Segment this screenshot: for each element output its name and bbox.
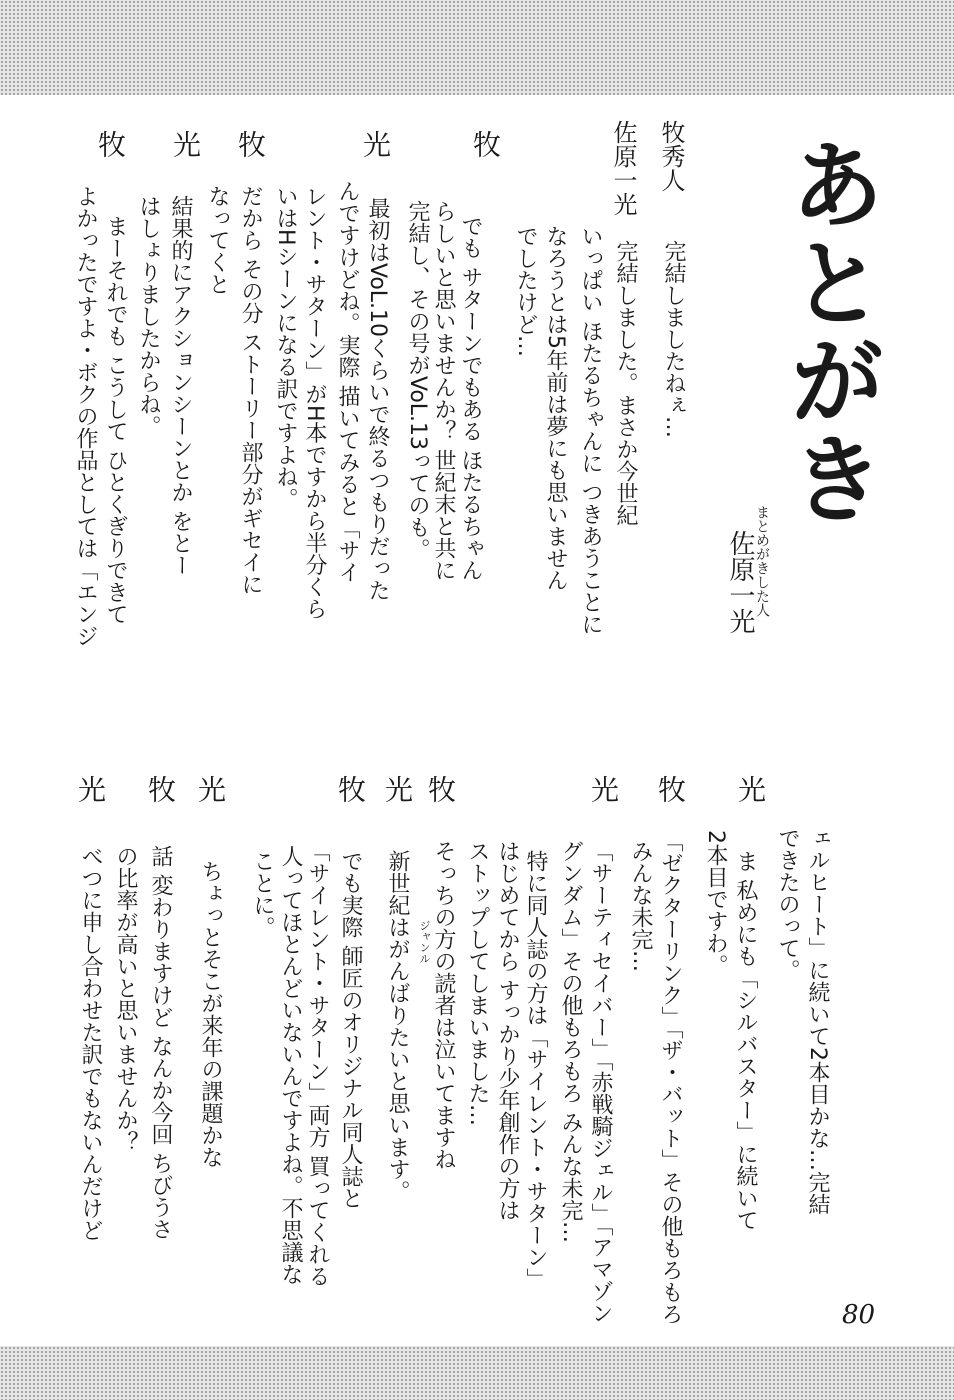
dialogue-line: なってくと bbox=[205, 185, 230, 295]
speaker-name: 牧秀人 bbox=[657, 120, 685, 192]
speaker-name: 牧 bbox=[654, 775, 687, 803]
dialogue-line: んですけどね。実際 描いてみると「サイ bbox=[335, 180, 360, 583]
dialogue-line: 2本目ですわ。 bbox=[703, 830, 728, 976]
speaker-name: 光 bbox=[359, 130, 392, 158]
dialogue-line: だから その分 ストーリー部分がギセイに bbox=[238, 185, 263, 595]
dialogue-line: 「サイレント・サターン」両方 買ってくれる bbox=[305, 840, 330, 1287]
dialogue-line: でしたけど… bbox=[513, 225, 538, 357]
dialogue-line: ま 私めにも「シルバスター」に続いて bbox=[733, 850, 758, 1231]
dialogue-line: レント・サターン」がH本ですから半分くら bbox=[302, 185, 327, 620]
byline-name: 佐原一光 bbox=[725, 530, 755, 634]
ruby-annotation: ジャンル bbox=[418, 920, 431, 964]
dialogue-line: 「サーティセイバー」「赤戦騎ジェル」「アマゾン bbox=[588, 840, 613, 1324]
speaker-name: 光 bbox=[381, 775, 414, 803]
dialogue-line: 結果的にアクションシーンとか をとー bbox=[168, 195, 193, 576]
dialogue-line: 話 変わりますけど なんか今回 ちびうさ bbox=[148, 845, 173, 1240]
dialogue-line: 新世紀はがんばりたいと思います。 bbox=[385, 850, 410, 1202]
dialogue-line: ェルヒート」に続いて2本目かな…完結 bbox=[805, 827, 830, 1215]
speaker-name: 光 bbox=[194, 775, 227, 803]
dialogue-line: 完結しました。まさか今世紀 bbox=[613, 240, 638, 526]
page-number: 80 bbox=[842, 1300, 876, 1330]
speaker-name: 光 bbox=[74, 775, 107, 803]
dialogue-line: みんな未完… bbox=[628, 840, 653, 972]
dialogue-line: はしょりましたからね。 bbox=[136, 195, 161, 437]
dialogue-line: 人ってほとんどいないんですよね。不思議な bbox=[278, 845, 303, 1285]
dialogue-line: そっちの方の読者は泣いてますね bbox=[431, 840, 456, 1170]
dialogue-line: らしいと思いませんか？ 世紀末と共に bbox=[431, 200, 456, 581]
speaker-name: 光 bbox=[587, 775, 620, 803]
dialogue-line: 完結し、その号がVoL.13ってのも。 bbox=[405, 200, 430, 561]
dialogue-line: はじめてから すっかり少年創作の方は bbox=[495, 840, 520, 1221]
dialogue-line: ことに。 bbox=[250, 850, 275, 938]
dialogue-line: 完結しましたねぇ… bbox=[661, 240, 686, 438]
speaker-name: 牧 bbox=[144, 775, 177, 803]
speaker-name: 牧 bbox=[424, 775, 457, 803]
dialogue-line: でも実際 師匠のオリジナル同人誌と bbox=[338, 850, 363, 1209]
speaker-name: 牧 bbox=[234, 130, 267, 158]
speaker-name: 牧 bbox=[334, 775, 367, 803]
halftone-border-top bbox=[0, 0, 954, 95]
dialogue-line: なろうとは5年前は夢にも思いません bbox=[543, 225, 568, 591]
dialogue-line: でも サターンでもある ほたるちゃん bbox=[458, 215, 483, 581]
byline-label: まとめがきした人 bbox=[754, 505, 770, 617]
dialogue-line: いはHシーンになる訳ですよね。 bbox=[273, 185, 298, 510]
dialogue-line: べつに申し合わせた訳でもないんだけど bbox=[78, 845, 103, 1241]
dialogue-line: いっぱい ほたるちゃんに つきあうことに bbox=[578, 225, 603, 635]
dialogue-line: グンダム」その他もろもろ みんな未完… bbox=[558, 840, 583, 1243]
dialogue-line: 最初はVoL.10くらいで終るつもりだった bbox=[365, 197, 390, 602]
speaker-name: 牧 bbox=[469, 130, 502, 158]
page-title: あとがき bbox=[774, 135, 886, 527]
speaker-name: 牧 bbox=[94, 130, 127, 158]
speaker-name: 光 bbox=[734, 775, 767, 803]
dialogue-line: 「ゼクターリンク」「ザ・バット」その他もろもろ bbox=[658, 830, 683, 1325]
dialogue-line: まーそれでも こうして ひとくぎりできて bbox=[103, 215, 128, 625]
dialogue-line: できたのって。 bbox=[775, 827, 800, 981]
dialogue-line: ストップしてしまいました… bbox=[465, 840, 490, 1126]
dialogue-line: 特に同人誌の方は「サイレント・サターン」 bbox=[523, 850, 548, 1290]
speaker-name: 佐原一光 bbox=[609, 120, 637, 216]
dialogue-line: よかったですよ・ボクの作品としては「エンジ bbox=[73, 185, 98, 647]
dialogue-line: の比率が高いと思いませんか？ bbox=[113, 845, 138, 1153]
halftone-border-bottom bbox=[0, 1346, 954, 1400]
speaker-name: 光 bbox=[169, 130, 202, 158]
dialogue-line: ちょっとそこが来年の課題かな bbox=[198, 860, 223, 1168]
